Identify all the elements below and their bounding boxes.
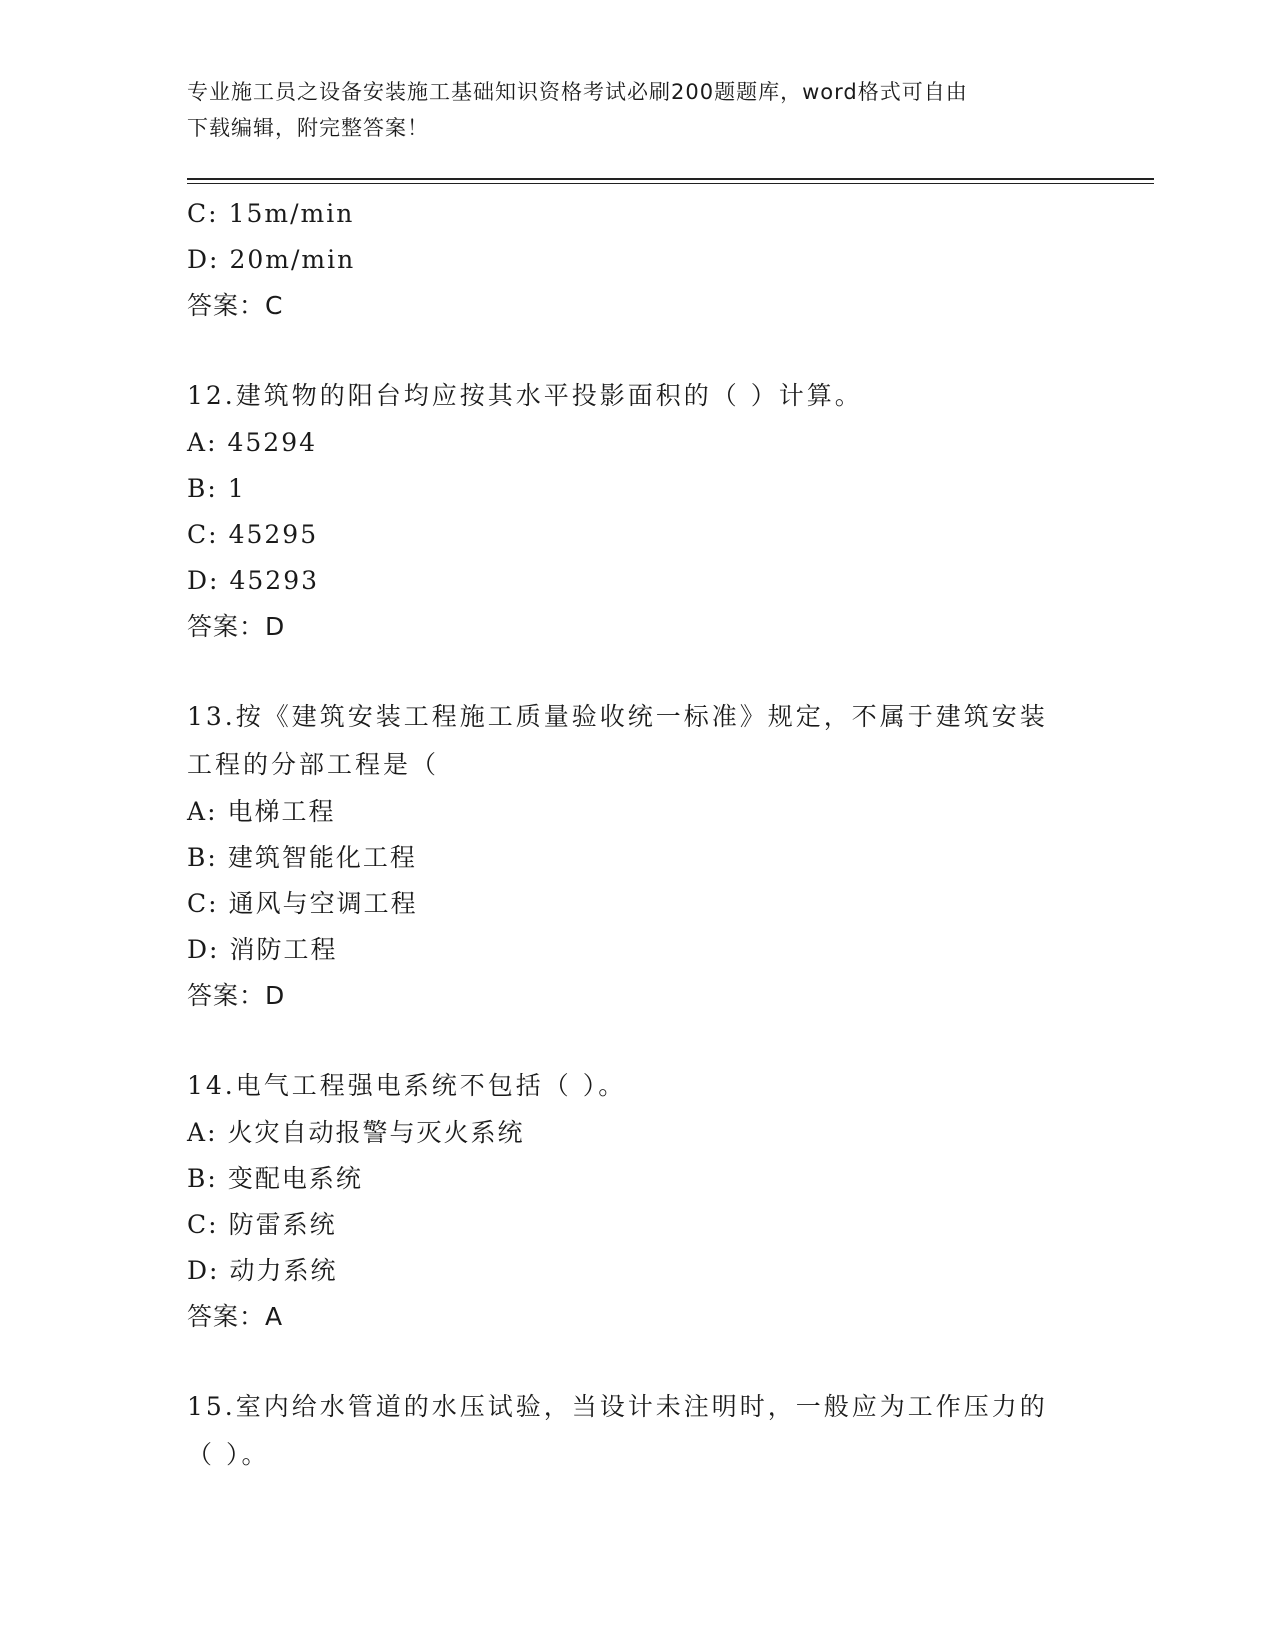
question-text — [187, 1383, 1067, 1479]
question-body: 室内给水管道的水压试验，当设计未注明时，一般应为工作压力的（ ）。 — [187, 1392, 1048, 1469]
option-item — [187, 1248, 1087, 1294]
header-rule-thick — [187, 178, 1154, 180]
option-separator: : — [208, 889, 219, 918]
question-body: 电气工程强电系统不包括（ ）。 — [235, 1071, 627, 1100]
option-key: A — [187, 1118, 208, 1147]
option-text: 火灾自动报警与灭火系统 — [227, 1118, 525, 1147]
option-separator: : — [207, 428, 218, 457]
header-rule-thin — [187, 183, 1154, 184]
option-text: 45295 — [228, 520, 319, 549]
option-text: 防雷系统 — [228, 1210, 337, 1239]
option-item — [187, 558, 1087, 604]
option-text: 变配电系统 — [227, 1164, 363, 1193]
option-key: C — [187, 1210, 209, 1239]
option-key: B — [187, 474, 208, 503]
option-separator: : — [209, 1256, 220, 1285]
question-block — [187, 693, 1087, 1019]
option-item — [187, 466, 1087, 512]
option-separator: : — [208, 1210, 219, 1239]
question-list — [187, 191, 1087, 1479]
option-text: 动力系统 — [229, 1256, 338, 1285]
question-block — [187, 1383, 1087, 1479]
option-separator: : — [209, 935, 220, 964]
option-separator: : — [208, 199, 219, 228]
option-text: 15m/min — [228, 199, 355, 228]
question-block — [187, 372, 1087, 650]
option-text: 45293 — [229, 566, 320, 595]
option-item — [187, 191, 1087, 237]
answer-line: 答案：A — [187, 1302, 284, 1331]
question-body: 按《建筑安装工程施工质量验收统一标准》规定，不属于建筑安装工程的分部工程是（ — [187, 702, 1048, 779]
option-separator: : — [207, 1164, 218, 1193]
option-item — [187, 1202, 1087, 1248]
option-item — [187, 881, 1087, 927]
option-item — [187, 512, 1087, 558]
option-key: D — [187, 1256, 210, 1285]
question-text — [187, 693, 1067, 789]
option-key: B — [187, 843, 208, 872]
question-body: 建筑物的阳台均应按其水平投影面积的（ ）计算。 — [235, 381, 863, 410]
question-number: 14. — [187, 1071, 236, 1100]
answer-line: 答案：D — [187, 981, 286, 1010]
option-key: B — [187, 1164, 208, 1193]
question-text — [187, 372, 1067, 420]
option-separator: : — [207, 843, 218, 872]
option-separator: : — [207, 474, 218, 503]
option-separator: : — [209, 245, 220, 274]
question-text — [187, 1062, 1067, 1110]
option-key: A — [187, 797, 208, 826]
header-line-1: 专业施工员之设备安装施工基础知识资格考试必刷200题题库，word格式可自由 — [187, 80, 968, 104]
option-text: 通风与空调工程 — [228, 889, 418, 918]
question-number: 13. — [187, 702, 236, 731]
question-number: 15. — [187, 1392, 236, 1421]
option-key: C — [187, 889, 209, 918]
option-item — [187, 1110, 1087, 1156]
option-text: 电梯工程 — [227, 797, 336, 826]
option-item — [187, 237, 1087, 283]
option-item — [187, 927, 1087, 973]
option-text: 消防工程 — [229, 935, 338, 964]
option-separator: : — [207, 797, 218, 826]
question-block — [187, 1062, 1087, 1340]
option-item — [187, 420, 1087, 466]
option-text: 1 — [227, 474, 246, 503]
option-text: 建筑智能化工程 — [227, 843, 417, 872]
prev-question-block — [187, 191, 1087, 329]
option-key: C — [187, 520, 209, 549]
option-text: 20m/min — [229, 245, 356, 274]
document-header — [187, 74, 1067, 146]
option-key: D — [187, 566, 210, 595]
option-key: D — [187, 935, 210, 964]
option-separator: : — [207, 1118, 218, 1147]
header-line-2: 下载编辑，附完整答案！ — [187, 116, 429, 140]
option-item — [187, 789, 1087, 835]
option-item — [187, 1156, 1087, 1202]
option-key: C — [187, 199, 209, 228]
answer-line: 答案：D — [187, 612, 286, 641]
option-item — [187, 835, 1087, 881]
answer-line: 答案：C — [187, 291, 284, 320]
option-key: A — [187, 428, 208, 457]
option-separator: : — [209, 566, 220, 595]
option-separator: : — [208, 520, 219, 549]
question-number: 12. — [187, 381, 236, 410]
option-key: D — [187, 245, 210, 274]
option-text: 45294 — [227, 428, 318, 457]
